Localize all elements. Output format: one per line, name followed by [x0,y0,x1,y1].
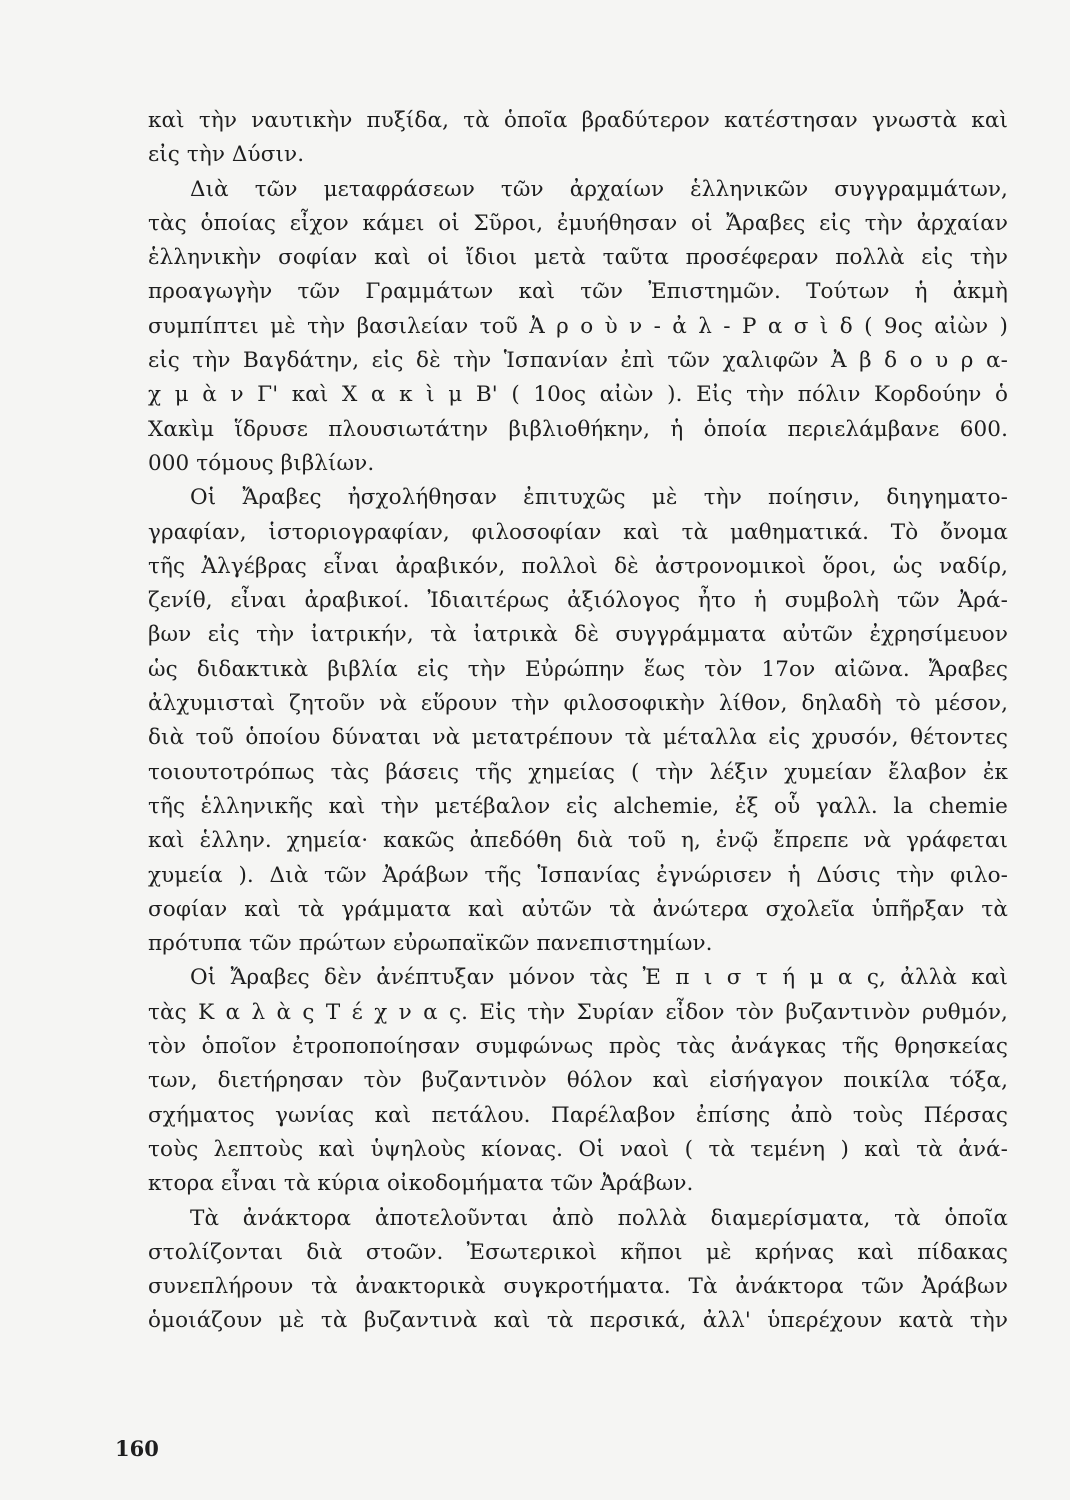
text-line: κτορα εἶναι τὰ κύρια οἰκοδομήματα τῶν Ἀράβων. [148,1171,694,1197]
text-line: καὶ τὴν ναυτικὴν πυξίδα, τὰ ὁποῖα βραδύτερον κατέστησαν γνωστὰ καὶ [148,108,1008,133]
page-number: 160 [115,1436,159,1461]
text-line: 000 τόμους βιβλίων. [148,450,375,476]
text-line: Οἱ Ἄραβες δὲν ἀνέπτυξαν μόνον τὰς Ἐ π ι σ τ ή μ α ς, ἀλλὰ καὶ [190,965,1008,991]
text-line: προαγωγὴν τῶν Γραμμάτων καὶ τῶν Ἐπιστημῶν. Τούτων ἡ ἀκμὴ [148,279,1008,305]
text-line: γραφίαν, ἱστοριογραφίαν, φιλοσοφίαν καὶ τὰ μαθηματικά. Τὸ ὄνομα [148,519,1008,545]
text-line: συνεπλήρουν τὰ ἀνακτορικὰ συγκροτήματα. Τὰ ἀνάκτορα τῶν Ἀράβων [148,1274,1008,1300]
text-line: συμπίπτει μὲ τὴν βασιλείαν τοῦ Ἀ ρ ο ὺ ν - ἀ λ - Ρ α σ ὶ δ ( 9ος αἰὼν ) [148,313,1008,339]
text-line: Οἱ Ἄραβες ἠσχολήθησαν ἐπιτυχῶς μὲ τὴν ποίησιν, διηγηματο- [190,485,1008,511]
text-line: χ μ ὰ ν Γ' καὶ Χ α κ ὶ μ Β' ( 10ος αἰὼν ). Εἰς τὴν πόλιν Κορδούην ὁ [148,382,1008,408]
text-line: Τὰ ἀνάκτορα ἀποτελοῦνται ἀπὸ πολλὰ διαμερίσματα, τὰ ὁποῖα [190,1205,1008,1231]
text-line: εἰς τὴν Δύσιν. [148,142,305,168]
text-line: βων εἰς τὴν ἰατρικήν, τὰ ἰατρικὰ δὲ συγγράμματα αὐτῶν ἐχρησίμευον [148,622,1008,648]
body-text [148,104,1008,1339]
text-line: χυμεία ). Διὰ τῶν Ἀράβων τῆς Ἱσπανίας ἐγνώρισεν ἡ Δύσις τὴν φιλο- [148,862,1008,888]
text-line: ζενίθ, εἶναι ἀραβικοί. Ἰδιαιτέρως ἀξιόλογος ἦτο ἡ συμβολὴ τῶν Ἀρά- [148,588,1008,614]
text-line: τῆς Ἀλγέβρας εἶναι ἀραβικόν, πολλοὶ δὲ ἀστρονομικοὶ ὅροι, ὡς ναδίρ, [148,553,1008,579]
text-line: ὁμοιάζουν μὲ τὰ βυζαντινὰ καὶ τὰ περσικά, ἀλλ' ὑπερέχουν κατὰ τὴν [148,1308,1008,1334]
text-line: διὰ τοῦ ὁποίου δύναται νὰ μετατρέπουν τὰ μέταλλα εἰς χρυσόν, θέτοντες [148,725,1008,751]
text-line: τοιουτοτρόπως τὰς βάσεις τῆς χημείας ( τὴν λέξιν χυμείαν ἔλαβον ἐκ [148,759,1008,785]
text-line: τῆς ἑλληνικῆς καὶ τὴν μετέβαλον εἰς alchemie, ἐξ οὗ γαλλ. la chemie [148,793,1008,819]
text-line: ὡς διδακτικὰ βιβλία εἰς τὴν Εὐρώπην ἕως τὸν 17ον αἰῶνα. Ἄραβες [148,656,1008,682]
text-line: Χακὶμ ἵδρυσε πλουσιωτάτην βιβλιοθήκην, ἡ ὁποία περιελάμβανε 600. [148,416,1008,442]
text-line: σοφίαν καὶ τὰ γράμματα καὶ αὐτῶν τὰ ἀνώτερα σχολεῖα ὑπῆρξαν τὰ [148,896,1008,922]
text-line: ἑλληνικὴν σοφίαν καὶ οἱ ἴδιοι μετὰ ταῦτα προσέφεραν πολλὰ εἰς τὴν [148,245,1008,271]
text-line: τοὺς λεπτοὺς καὶ ὑψηλοὺς κίονας. Οἱ ναοὶ ( τὰ τεμένη ) καὶ τὰ ἀνά- [148,1136,1008,1162]
text-line: πρότυπα τῶν πρώτων εὐρωπαϊκῶν πανεπιστημίων. [148,931,713,957]
text-line: τὸν ὁποῖον ἐτροποποίησαν συμφώνως πρὸς τὰς ἀνάγκας τῆς θρησκείας [148,1034,1008,1060]
text-line: σχήματος γωνίας καὶ πετάλου. Παρέλαβον ἐπίσης ἀπὸ τοὺς Πέρσας [148,1102,1008,1128]
text-line: τὰς Κ α λ ὰ ς Τ έ χ ν α ς. Εἰς τὴν Συρίαν εἶδον τὸν βυζαντινὸν ρυθμόν, [148,999,1008,1025]
text-line: των, διετήρησαν τὸν βυζαντινὸν θόλον καὶ εἰσήγαγον ποικίλα τόξα, [148,1068,1008,1094]
text-line: ἀλχυμισταὶ ζητοῦν νὰ εὕρουν τὴν φιλοσοφικὴν λίθον, δηλαδὴ τὸ μέσον, [148,691,1008,717]
text-line: καὶ ἑλλην. χημεία· κακῶς ἀπεδόθη διὰ τοῦ η, ἐνῷ ἔπρεπε νὰ γράφεται [148,828,1008,854]
text-line: Διὰ τῶν μεταφράσεων τῶν ἀρχαίων ἑλληνικῶν συγγραμμάτων, [190,176,1008,202]
text-line: εἰς τὴν Βαγδάτην, εἰς δὲ τὴν Ἱσπανίαν ἐπὶ τῶν χαλιφῶν Ἀ β δ ο υ ρ α- [148,348,1008,374]
text-line: στολίζονται διὰ στοῶν. Ἐσωτερικοὶ κῆποι μὲ κρήνας καὶ πίδακας [148,1239,1008,1265]
text-line: τὰς ὁποίας εἶχον κάμει οἱ Σῦροι, ἐμυήθησαν οἱ Ἄραβες εἰς τὴν ἀρχαίαν [148,210,1008,236]
